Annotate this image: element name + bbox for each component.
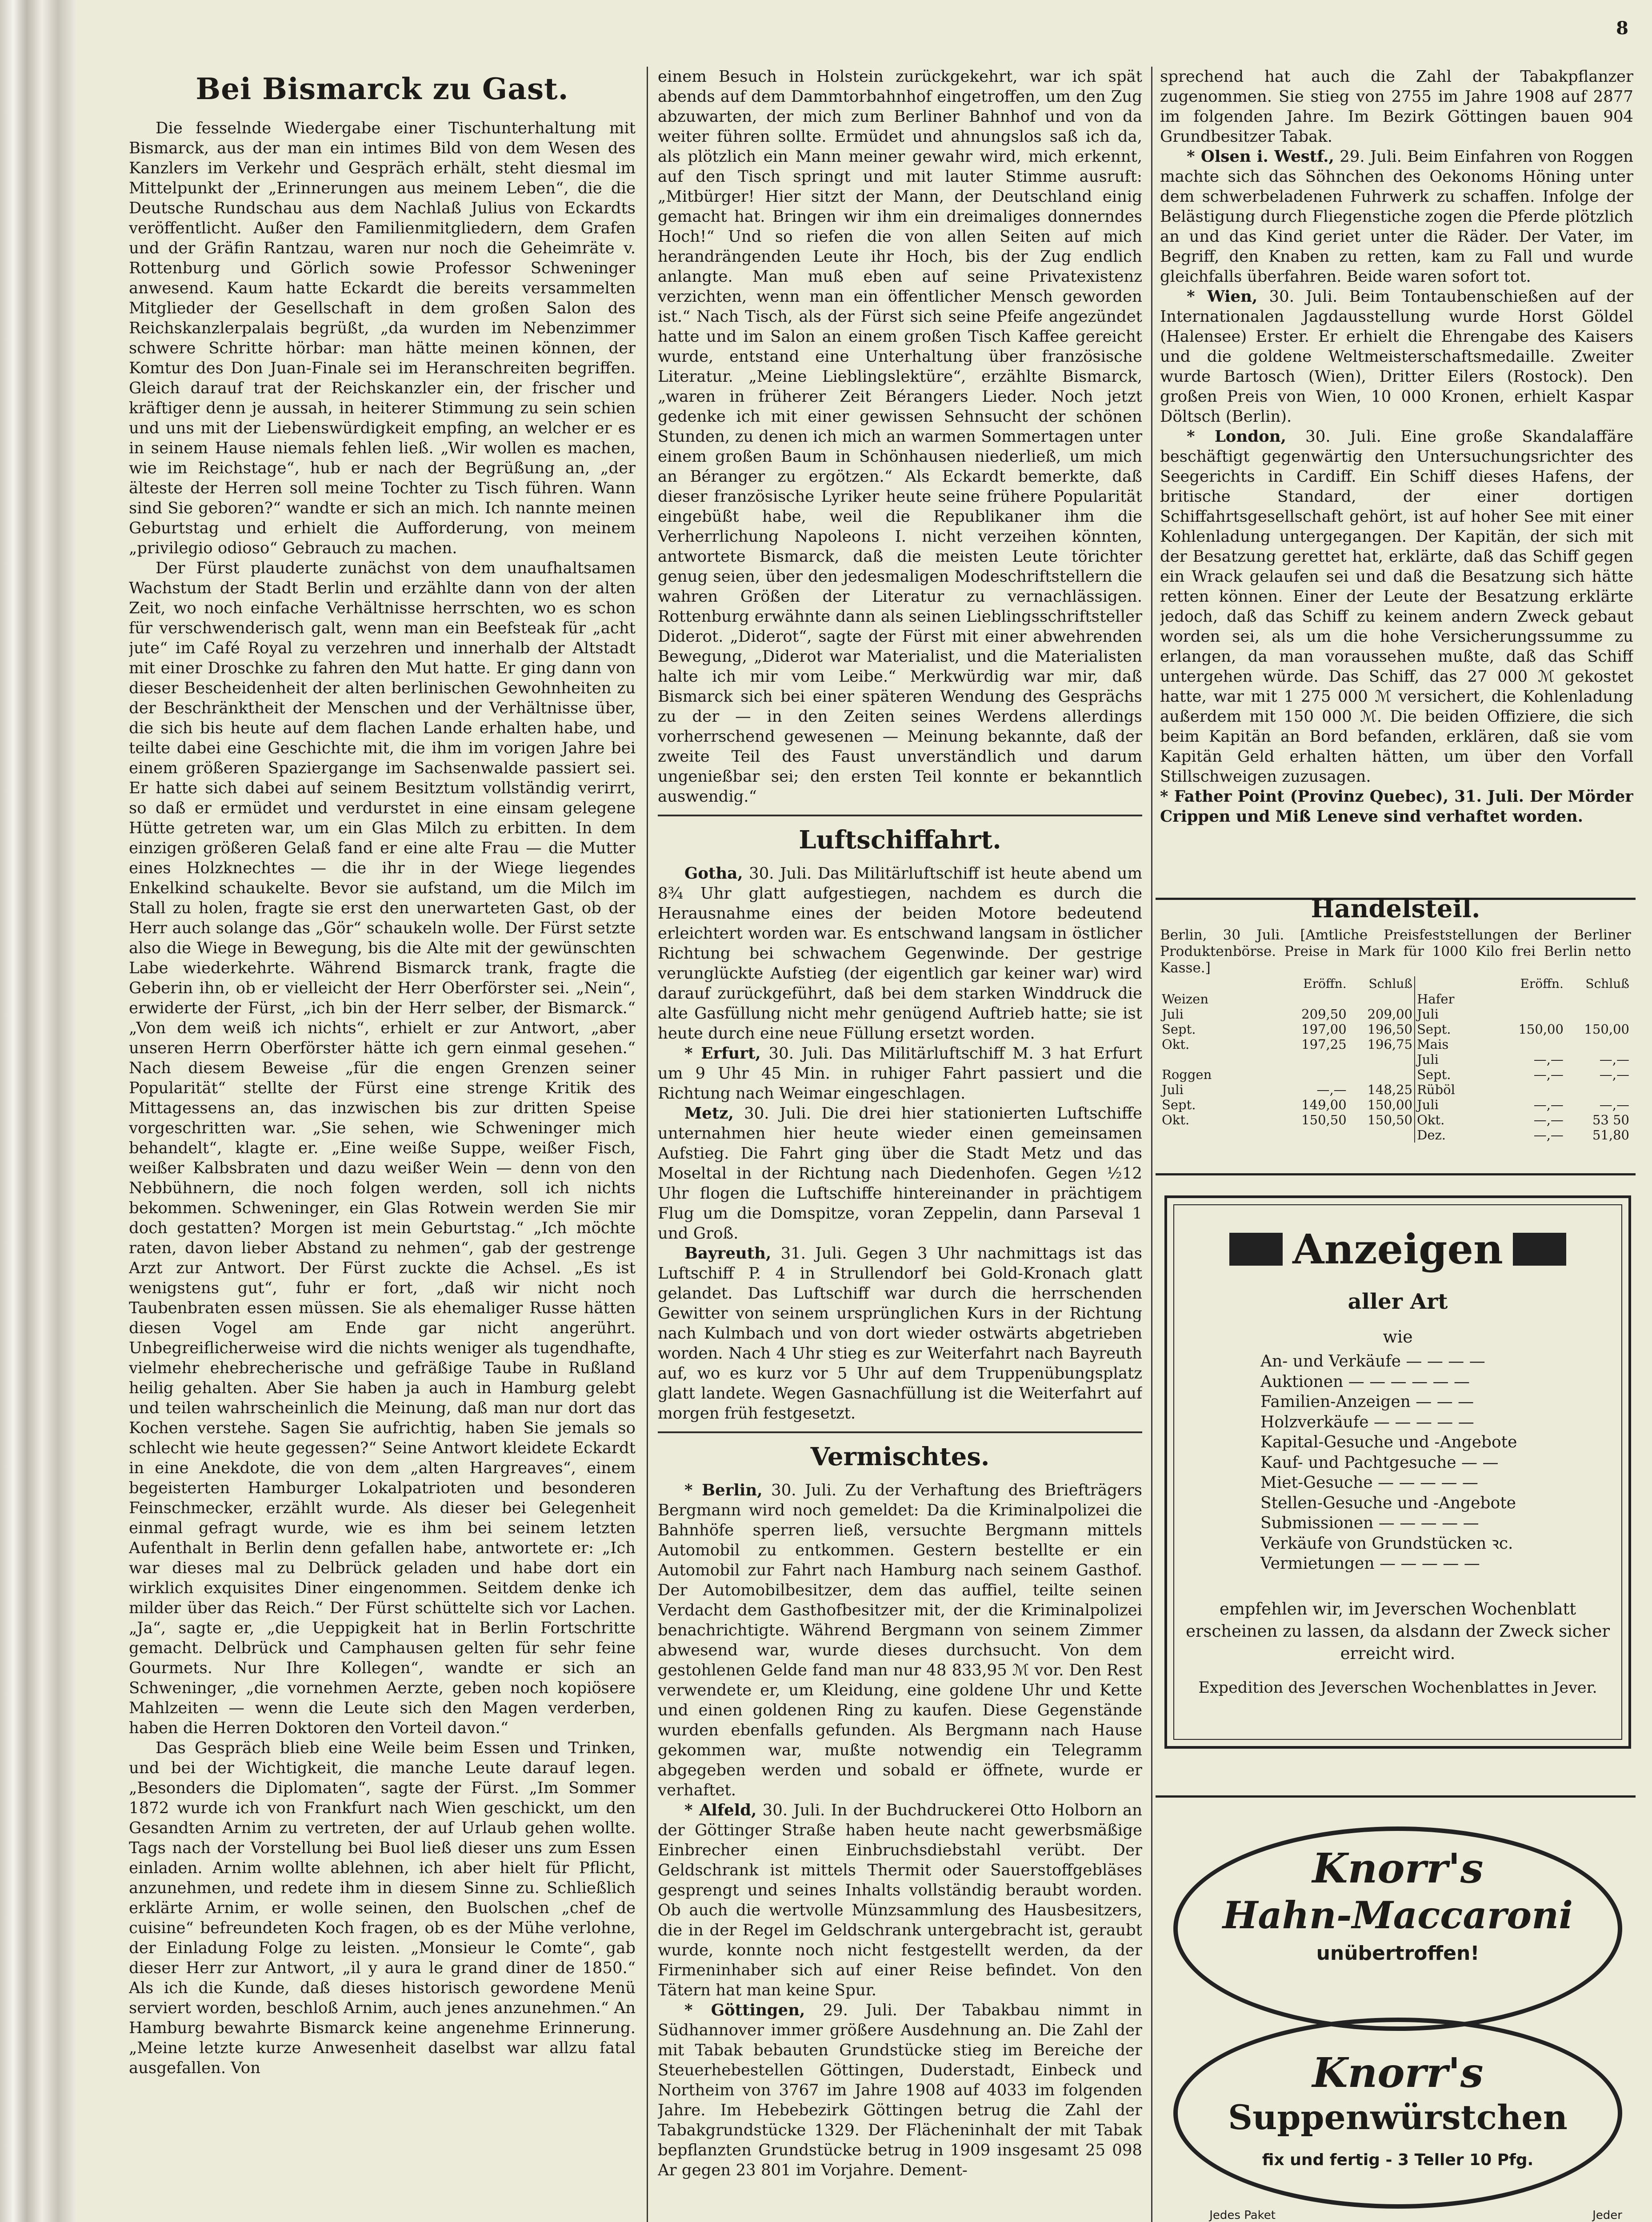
section-rule	[658, 815, 1142, 816]
news-place: * Berlin,	[684, 1481, 763, 1499]
advertisement-knorr	[1160, 1809, 1636, 2222]
ad-title: Anzeigen	[1292, 1225, 1503, 1273]
market-title: Handelsteil.	[1311, 894, 1480, 923]
market-cell-label: Juli	[1415, 1097, 1500, 1112]
market-cell-open: 150,50	[1301, 1112, 1347, 1127]
news-text: 30. Juli. Das Militärluftschiff ist heute abend um 8¾ Uhr glatt aufgestiegen, nachdem es durch die Herausnahme eines der beiden Motore bedeutend erleichtert worden war. Es entschwand langsam in östlicher Richtung bei schwachem Gegenwinde. Der gestrige verunglückte Aufstieg (der eigentlich gar keiner war) wird darauf zurückgeführt, daß bei dem starken Winddruck die alte Gasfüllung nicht mehr genügend Auftrieb hatte; sie ist heute durch eine neue Füllung ersetzt worden.	[658, 864, 1142, 1043]
market-cell-close	[1565, 1007, 1631, 1022]
article-paragraph: Das Gespräch blieb eine Weile beim Essen und Trinken, und bei der Wichtigkeit, die manche Leute darauf legen. „Besonders die Diplomaten“, sagte der Fürst. „Im Sommer 1872 wurde ich von Frankfurt nach Wien geschickt, um den Gesandten Arnim zu vertreten, der auf Urlaub gehen wollte. Tags nach der Vorstellung bei Buol ließ dieser uns zum Essen einladen. Arnim wollte ablehnen, ich aber hielt für Pflicht, anzunehmen, und redete ihm in diesem Sinne zu. Schließlich erklärte Arnim, er wolle seinen, den Buolschen „chef de cuisine“ befreundeten Koch fragen, ob es der Mühe verlohne, der Einladung Folge zu leisten. „Monsieur le Comte“, gab dieser Herr zur Antwort, „il y aura le grand diner de 1850.“ Als ich die Kunde, daß dieses historisch gewordene Menü serviert worden, beschloß Arnim, auch jenes anzunehmen.“ An Hamburg bewahrte Bismarck keine angenehme Erinnerung. „Meine letzte kurze Anwesenheit daselbst war allzu fatal ausgefallen. Von	[129, 1739, 636, 2077]
section-rule	[1156, 1795, 1636, 1798]
market-cell-open: —,—	[1533, 1112, 1564, 1127]
brand-name: Knorr's	[1312, 1844, 1484, 1892]
market-cell-label: Okt.	[1162, 1112, 1190, 1127]
market-cell-open	[1500, 991, 1565, 1007]
news-text: 30. Juli. Die drei hier stationierten Luftschiffe unternahmen hier heute wieder einen gemeinsamen Aufstieg. Die Fahrt ging über die Stadt Metz und das Moseltal in der Richtung nach Diedenhofen. Gegen ½12 Uhr flogen die Luftschiffe hintereinander in prächtigem Flug um die Domspitze, voran Zeppelin, dann Parseval 1 und Groß.	[658, 1104, 1142, 1243]
article-paragraph: Der Fürst plauderte zunächst von dem unaufhaltsamen Wachstum der Stadt Berlin und erzählte dann von der alten Zeit, wo noch einfache Verhältnisse herrschten, wo es schon für verschwenderisch galt, wenn man ein Beefsteak für „acht jute“ im Café Royal zu verzehren und innerhalb der Altstadt mit einer Droschke zu fahren den Mut hatte. Er ging dann von dieser Bescheidenheit der alten berlinischen Gewohnheiten zu der Beschränktheit der Menschen und der Verhältnisse über, die sich bis heute auf dem flachen Lande erhalten habe, und teilte dabei eine Geschichte mit, die ihm im vorigen Jahre bei einem größeren Spaziergange im Sachsenwalde passiert sei. Er hatte sich dabei auf seinem Besitztum vollständig verirrt, so daß er ermüdet und verdurstet in eine einsam gelegene Hütte getreten war, um ein Glas Milch zu erbitten. In dem einzigen größeren Gelaß fand er eine alte Frau — die Mutter eines Holzknechtes — die ihr in der Wiege liegendes Enkelkind schaukelte. Bevor sie aufstand, um die Milch im Stall zu holen, fragte sie erst den unerwarteten Gast, ob der Herr auch solange das „Gör“ schaukeln wolle. Der Fürst setzte also die Wiege in Bewegung, bis die Alte mit der gewünschten Labe wiederkehrte. Während Bismarck trank, fragte die Geberin ihn, ob er vielleicht der Herr Oberförster sei. „Nein“, erwiderte der Fürst, „ich bin der Herr selber, der Bismarck.“ „Von dem weiß ich nichts“, erhielt er zur Antwort, „aber unseren Herrn Oberförster hätte ich gern einmal gesehen.“ Nach diesem Beweise „für die engen Grenzen seiner Popularität“ stellte der Fürst eine strenge Kritik des Mittagessens an, das inzwischen bis zur dritten Speise vorgeschritten war. „Sie sehen, wie Schweninger mich behandelt“, klagte er. „Eine weiße Suppe, weißer Fisch, weißer Kalbsbraten und dazu weißer Wein — denn von den Nebbühnern, die noch folgen werden, soll ich nichts bekommen. Schweninger, ein Glas Rotwein werden Sie mir doch gestatten? Morgen ist mein Geburtstag.“ „Ich möchte raten, davon lieber Abstand zu nehmen“, gab der gestrenge Arzt zur Antwort. Der Fürst zuckte die Achsel. „Es ist wenigstens gut“, fuhr er fort, „daß wir nicht noch Taubenbraten essen müssen. Sie als ehemaliger Russe hätten diesen Vogel am Ende gar nicht angerührt. Unbegreiflicherweise wird die nichts weniger als tugendhafte, vielmehr ehebrecherische und gefräßige Taube in Rußland heilig gehalten. Aber Sie haben ja auch in Hamburg gelebt und teilen wahrscheinlich die Meinung, daß man nur dort das Kochen verstehe. Sagen Sie aufrichtig, haben Sie jemals so schlecht wie heute gegessen?“ Seine Antwort kleidete Eckardt in eine Anekdote, die von dem „alten Hargreaves“, einem begeisterten Hamburger Lokalpatrioten und besonderen Feinschmecker, erzählt wurde. Als dieser bei Gelegenheit einmal gefragt wurde, wie es ihm bei seinem letzten Aufenthalt in Berlin denn gefallen habe, antwortete er: „Ich war dieses mal zu Delbrück geladen und habe dort ein wirklich exquisites Diner eingenommen. Seitdem denke ich milder über das Reich.“ Der Fürst schüttelte sich vor Lachen. „Ja“, sagte er, „die Ueppigkeit hat in Berlin Fortschritte gemacht. Delbrück und Camphausen gelten für sehr feine Gourmets. Nur Ihre Kollegen“, wandte er sich an Schweninger, „die vornehmen Aerzte, geben noch kopiösere Mahlzeiten — wenn die Leute sich den Magen verderben, haben die Herren Doktoren den Vorteil davon.“	[129, 559, 636, 1737]
market-row	[1160, 1022, 1631, 1037]
market-cell-close: 150,00	[1367, 1097, 1413, 1112]
market-row	[1160, 1127, 1631, 1143]
market-cell-open	[1500, 1007, 1565, 1022]
market-cell-close: 51,80	[1592, 1127, 1629, 1143]
market-cell-close	[1348, 991, 1415, 1007]
news-text: 30. Juli. In der Buchdruckerei Otto Holborn an der Göttinger Straße haben heute nacht gewerbsmäßige Einbrecher einen Einbruchsdiebstahl verübt. Der Geldschrank ist mittels Thermit oder Sauerstoffgebläses gesprengt und seines Inhalts vollständig beraubt worden. Ob auch die wertvolle Münzsammlung des Hausbesitzers, die in der Regel im Geldschrank untergebracht ist, geraubt wurde, konnte noch nicht festgestellt werden, da der Firmeninhaber sich auf einer Reise befindet. Von den Tätern hat man keine Spur.	[658, 1801, 1142, 1999]
section-title-vermischtes: Vermischtes.	[810, 1442, 990, 1471]
market-cell-label	[1160, 1052, 1283, 1067]
market-cell-label: Mais	[1415, 1037, 1500, 1052]
market-row	[1160, 1037, 1631, 1052]
market-row	[1160, 991, 1631, 1007]
news-text: 29. Juli. Beim Einfahren von Roggen machte sich das Söhnchen des Oekonoms Höning unter dem schwerbeladenen Fuhrwerk zu schaffen. Infolge der Belästigung durch Fliegenstiche zogen die Pferde plötzlich an und das Kind geriet unter die Räder. Der Vater, im Begriff, den Knaben zu retten, kam zu Fall und wurde gleichfalls überfahren. Beide waren sofort tot.	[1160, 148, 1633, 286]
advertisement-anzeigen	[1164, 1195, 1631, 1749]
market-cell-close	[1348, 1127, 1415, 1143]
ad-category: Auktionen — — — — — —	[1260, 1372, 1470, 1391]
market-cell-open	[1283, 991, 1348, 1007]
news-continuation: sprechend hat auch die Zahl der Tabakpflanzer zugenommen. Sie stieg von 2755 im Jahre 1908 auf 2877 im folgenden Jahre. Im Bezirk Göttingen bauen 904 Grundbesitzer Tabak.	[1160, 68, 1633, 146]
market-cell-label: Okt.	[1415, 1112, 1500, 1127]
ad-slogan: fix und fertig - 3 Teller 10 Pfg.	[1262, 2151, 1534, 2169]
news-text: 30. Juli. Eine große Skandalaffäre beschäftigt gegenwärtig den Untersuchungsrichter des Seegerichts in Cardiff. Ein Schiff dieses Hafens, der britische Standard, der einer dortigen Schiffahrtsgesellschaft gehört, ist auf hoher See mit einer Kohlenladung untergegangen. Der Kapitän, der sich mit der Besatzung gerettet hat, erklärte, daß das Schiff gegen ein Wrack gelaufen sei und daß die Besatzung sich hätte retten können. Einer der Leute der Besatzung erklärte jedoch, daß das Schiff zu keinem andern Zweck gebaut worden sei, als um die hohe Versicherungssumme zu erlangen, da man voraussehen mußte, daß das Schiff untergehen würde. Das Schiff, das 27 000 ℳ gekostet hatte, war mit 1 275 000 ℳ versichert, die Kohlenladung außerdem mit 150 000 ℳ. Die beiden Offiziere, die sich beim Kapitän an Bord befanden, erklären, daß sie vom Kapitän Geld erhalten hätten, um über den Vorfall Stillschweigen zuzusagen.	[1160, 428, 1633, 786]
market-cell-label: Sept.	[1162, 1097, 1196, 1112]
column-divider	[647, 67, 648, 2222]
col-open-header: Eröffn.	[1303, 976, 1347, 991]
market-cell-close	[1348, 1067, 1415, 1082]
ad-category: Kapital-Gesuche und -Angebote	[1260, 1433, 1517, 1451]
ad-slogan: unübertroffen!	[1316, 1942, 1480, 1965]
page-number: 8	[1616, 18, 1628, 39]
brand-name: Knorr's	[1312, 2049, 1484, 2097]
market-cell-open	[1283, 1067, 1348, 1082]
market-cell-close: —,—	[1599, 1097, 1629, 1112]
book-gutter	[0, 0, 76, 2222]
section-rule	[1156, 1173, 1636, 1175]
news-text: 30. Juli. Zu der Verhaftung des Briefträgers Bergmann wird noch gemeldet: Da die Kriminalpolizei die Bahnhöfe sperren ließ, versuchte Bergmann mittels Automobil zu entkommen. Gestern bestellte er ein Automobil zur Fahrt nach Hamburg nach seinem Gasthof. Der Automobilbesitzer, dem das auffiel, teilte seinen Verdacht dem Gasthofbesitzer mit, der die Kriminalpolizei benachrichtigte. Während Bergmann von seinem Zimmer abwesend war, wurde dieses durchsucht. Von dem gestohlenen Gelde fand man nur 48 833,95 ℳ vor. Den Rest verwendete er, um Kleidung, eine goldene Uhr und Kette und einen goldenen Ring zu kaufen. Diese Gegenstände wurden ebenfalls gefunden. Als Bergmann nach Hause gekommen war, mußte notwendig ein Telegramm abgegeben werden und sobald er öffnete, wurde er verhaftet.	[658, 1481, 1142, 1799]
market-cell-open: —,—	[1533, 1097, 1564, 1112]
market-cell-close: 150,00	[1584, 1022, 1629, 1037]
ad-category: Kauf- und Pachtgesuche — —	[1260, 1453, 1499, 1472]
article-title: Bei Bismarck zu Gast.	[196, 72, 569, 106]
market-cell-close	[1348, 1052, 1415, 1067]
market-row	[1160, 1007, 1631, 1022]
market-cell-label: Hafer	[1415, 991, 1500, 1007]
ad-category: Holzverkäufe — — — — —	[1260, 1413, 1474, 1431]
ad-category: Miet-Gesuche — — — — —	[1260, 1474, 1478, 1492]
news-item	[658, 863, 1142, 1043]
ad-subtitle: aller Art	[1348, 1289, 1448, 1314]
news-text: 30. Juli. Beim Tontaubenschießen auf der Internationalen Jagdausstellung wurde Horst Göldel (Halensee) Erster. Er erhielt die Ehrengabe des Kaisers und die goldene Weltmeisterschaftsmedaille. Zweiter wurde Bartosch (Wien), Dritter Eilers (Rostock). Den großen Preis von Wien, 10 000 Kronen, erhielt Kaspar Döltsch (Berlin).	[1160, 288, 1633, 426]
market-cell-label: Juli	[1415, 1052, 1500, 1067]
news-item	[658, 1243, 1142, 1423]
market-table	[1160, 976, 1631, 1143]
news-item	[658, 1043, 1142, 1103]
news-item	[1160, 287, 1633, 427]
column-3	[1160, 67, 1633, 898]
market-cell-close	[1565, 991, 1631, 1007]
news-text: 31. Juli. Gegen 3 Uhr nachmittags ist das Luftschiff P. 4 in Strullendorf bei Gold-Kronach glatt gelandet. Das Luftschiff war durch die herrschenden Gewitter von seinem ursprünglichen Kurs in der Richtung nach Kulmbach und von dort wieder ostwärts abgetrieben worden. Nach 4 Uhr stieg es zur Weiterfahrt nach Bayreuth auf, wo es kurz vor 5 Uhr auf dem Truppenübungsplatz glatt landete. Wegen Gasnachfüllung ist die Weiterfahrt auf morgen früh festgesetzt.	[658, 1244, 1142, 1423]
news-place: * Wien,	[1187, 288, 1258, 306]
news-place: * Alfeld,	[684, 1801, 757, 1819]
market-row	[1160, 1112, 1631, 1127]
news-item	[658, 2000, 1142, 2180]
market-cell-open: 209,50	[1301, 1007, 1347, 1022]
news-text: 30. Juli. Das Militärluftschiff M. 3 hat Erfurt um 9 Uhr 45 Min. in ruhiger Fahrt passiert und die Richtung nach Weimar eingeschlagen.	[658, 1044, 1142, 1103]
ad-category: Vermietungen — — — — —	[1260, 1555, 1480, 1573]
column-2	[658, 67, 1142, 2222]
news-item	[658, 1800, 1142, 2000]
market-cell-label	[1160, 1127, 1283, 1143]
news-place: * Erfurt,	[684, 1044, 761, 1063]
market-cell-open: —,—	[1316, 1082, 1347, 1097]
news-item	[1160, 147, 1633, 287]
market-cell-label: Sept.	[1415, 1067, 1500, 1082]
ad-category: Stellen-Gesuche und -Angebote	[1260, 1494, 1516, 1512]
news-bulletin: * Father Point (Provinz Quebec), 31. Juli. Der Mörder Crippen und Miß Leneve sind verhaftet worden.	[1160, 787, 1633, 826]
market-cell-open: 197,00	[1301, 1022, 1347, 1037]
market-cell-label: Juli	[1162, 1007, 1184, 1022]
market-cell-open: 197,25	[1301, 1037, 1347, 1052]
ad-category: Verkäufe von Grundstücken ꝛc.	[1260, 1534, 1513, 1553]
market-row	[1160, 1052, 1631, 1067]
market-intro: Berlin, 30 Juli. [Amtliche Preisfeststellungen der Berliner Produktenbörse. Preise in Mark für 1000 Kilo frei Berlin netto Kasse.]	[1160, 927, 1631, 976]
section-title-luftschiffahrt: Luftschiffahrt.	[799, 825, 1001, 855]
ad-category: Submissionen — — — — —	[1260, 1514, 1479, 1532]
coupon-note: Jedes Paket	[1209, 2209, 1276, 2222]
market-cell-label: Roggen	[1162, 1067, 1212, 1082]
news-place: * London,	[1187, 428, 1286, 446]
market-cell-label: Juli	[1415, 1007, 1500, 1022]
news-place: Gotha,	[684, 864, 743, 883]
news-item	[658, 1103, 1142, 1243]
market-cell-label: Weizen	[1162, 991, 1208, 1007]
section-rule	[658, 1431, 1142, 1433]
ad-category-list	[1260, 1351, 1517, 1574]
article-paragraph: Die fesselnde Wiedergabe einer Tischunterhaltung mit Bismarck, aus der man ein intimes Bild von dem Wesen des Kanzlers im Verkehr und Gespräch erhält, steht diesmal im Mittelpunkt der „Erinnerungen aus meinem Leben“, die die Deutsche Rundschau aus dem Nachlaß Julius von Eckardts veröffentlicht. Außer den Familienmitgliedern, dem Grafen und der Gräfin Rantzau, waren nur noch die Geheimräte v. Rottenburg und Görlich sowie Professor Schweninger anwesend. Kaum hatte Eckardt die bereits versammelten Mitglieder der Gesellschaft in dem großen Salon des Reichskanzlerpalais begrüßt, „da wurden im Nebenzimmer schwere Schritte hörbar: man hätte meinen können, der Komtur des Don Juan-Finale sei im Heranschreiten begriffen. Gleich darauf trat der Reichskanzler ein, der frischer und kräftiger denn je aussah, in heiterer Stimmung zu sein schien und uns mit der Liebenswürdigkeit empfing, an welcher er es in seinem Hause niemals fehlen ließ. „Wir wollen es machen, wie im Reichstage“, hub er nach der Begrüßung an, „der älteste der Herren soll meine Tochter zu Tisch führen. Wann sind Sie geboren?“ wandte er sich an mich. Ich nannte meinen Geburtstag und erhielt die Aufforderung, von meinem „privilegio odioso“ Gebrauch zu machen.	[129, 119, 636, 557]
news-place: * Göttingen,	[684, 2001, 805, 2019]
market-cell-close: 53 50	[1592, 1112, 1629, 1127]
market-cell-close: 150,50	[1367, 1112, 1413, 1127]
market-cell-close: 196,75	[1367, 1037, 1413, 1052]
news-text: 29. Juli. Der Tabakbau nimmt in Südhannover immer größere Ausdehnung an. Die Zahl der mit Tabak bebauten Grundstücke stieg im Bereiche der Steuerhebestellen Göttingen, Duderstadt, Einbeck und Northeim von 3767 im Jahre 1908 auf 4033 im folgenden Jahre. Im Hebebezirk Göttingen betrug die Zahl der Tabakgrundstücke 1329. Der Flächeninhalt der mit Tabak bepflanzten Grundstücke betrug in 1909 insgesamt 25 098 Ar gegen 23 801 im Vorjahre. Dement-	[658, 2001, 1142, 2179]
market-cell-open	[1500, 1037, 1565, 1052]
market-cell-open: 149,00	[1301, 1097, 1347, 1112]
market-cell-label: Dez.	[1415, 1127, 1500, 1143]
ad-footer: empfehlen wir, im Jeverschen Wochenblatt erscheinen zu lassen, da alsdann der Zweck sicher erreicht wird.	[1185, 1599, 1610, 1663]
market-cell-open: —,—	[1533, 1067, 1564, 1082]
coupon-note: Jeder	[1592, 2209, 1622, 2222]
market-report	[1160, 893, 1631, 1155]
market-cell-open	[1283, 1127, 1348, 1143]
ad-category: An- und Verkäufe — — — —	[1260, 1352, 1485, 1371]
market-cell-open: —,—	[1533, 1052, 1564, 1067]
ad-wie: wie	[1383, 1327, 1413, 1347]
product-name: Suppenwürstchen	[1228, 2098, 1568, 2137]
market-cell-label: Rüböl	[1415, 1082, 1500, 1097]
market-cell-label: Juli	[1162, 1082, 1184, 1097]
market-cell-close	[1565, 1037, 1631, 1052]
news-item	[1160, 427, 1633, 787]
col-close-header: Schluß	[1368, 976, 1413, 991]
column-divider	[1151, 67, 1152, 2222]
news-place: * Olsen i. Westf.,	[1187, 148, 1334, 166]
market-row	[1160, 1097, 1631, 1112]
ad-expedition: Expedition des Jeverschen Wochenblattes in Jever.	[1198, 1679, 1597, 1697]
market-cell-close: 209,00	[1367, 1007, 1413, 1022]
market-cell-close: 148,25	[1367, 1082, 1413, 1097]
market-cell-close: —,—	[1599, 1067, 1629, 1082]
news-place: Bayreuth,	[684, 1244, 772, 1263]
product-name: Hahn-Maccaroni	[1222, 1893, 1573, 1937]
market-cell-open	[1500, 1082, 1565, 1097]
market-cell-label: Sept.	[1162, 1022, 1196, 1037]
market-cell-label: Sept.	[1415, 1022, 1500, 1037]
article-continuation: einem Besuch in Holstein zurückgekehrt, war ich spät abends auf dem Dammtorbahnhof eingetroffen, um den Zug abzuwarten, der mich zum Berliner Bahnhof und von da weiter führen sollte. Ermüdet und ahnungslos saß ich da, als plötzlich ein Mann meiner gewahr wird, mich erkennt, auf den Tisch springt und mit lauter Stimme ausruft: „Mitbürger! Hier sitzt der Mann, der Deutschland einig gemacht hat. Bringen wir ihm ein dreimaliges donnerndes Hoch!“ Und so riefen die von allen Seiten auf mich herandrängenden Leute ihr Hoch, bis der Zug endlich anlangte. Man muß eben auf seine Privatexistenz verzichten, wenn man ein öffentlicher Mensch geworden ist.“ Nach Tisch, als der Fürst sich seine Pfeife angezündet hatte und im Salon an einem großen Tisch Kaffee gereicht wurde, entstand eine Unterhaltung über französische Literatur. „Meine Lieblingslektüre“, erzählte Bismarck, „waren in früherer Zeit Bérangers Lieder. Noch jetzt gedenke ich mit einer gewissen Sehnsucht der schönen Stunden, zu denen ich mich an warmen Sommertagen unter einem großen Baum in Schönhausen niederließ, um mich an Béranger zu ergötzen.“ Als Eckardt bemerkte, daß dieser französische Lyriker heute seine frühere Popularität eingebüßt habe, weil die Republikaner ihm die Verherrlichung Napoleons I. nicht verzeihen könnten, antwortete Bismarck, daß die meisten Leute törichter genug seien, über den jedesmaligen Modeschriftstellern die wahren Größen der Literatur zu vernachlässigen. Rottenburg erwähnte dann als seinen Lieblingsschriftsteller Diderot. „Diderot“, sagte der Fürst mit einer abwehrenden Bewegung, „Diderot war Materialist, und die Materialisten halte ich mir vom Leibe.“ Merkwürdig war mir, daß Bismarck sich bei einer späteren Wendung des Gesprächs zu der — in den Zeiten seines Werdens allerdings vorherrschend gewesenen — Meinung bekannte, daß der zweite Teil des Faust unverständlich und darum ungenießbar sei; den ersten Teil konnte er bekanntlich auswendig.“	[658, 68, 1142, 806]
ad-category: Familien-Anzeigen — — —	[1260, 1393, 1474, 1411]
market-cell-close: —,—	[1599, 1052, 1629, 1067]
market-row	[1160, 1067, 1631, 1082]
market-cell-open: 150,00	[1518, 1022, 1564, 1037]
market-row	[1160, 1082, 1631, 1097]
news-place: Metz,	[684, 1104, 734, 1123]
column-1	[129, 67, 636, 2222]
news-item	[658, 1480, 1142, 1800]
col-close-header: Schluß	[1585, 976, 1629, 991]
col-open-header: Eröffn.	[1520, 976, 1564, 991]
market-cell-open	[1283, 1052, 1348, 1067]
market-cell-close	[1565, 1082, 1631, 1097]
market-cell-close: 196,50	[1367, 1022, 1413, 1037]
market-cell-open: —,—	[1533, 1127, 1564, 1143]
market-cell-label: Okt.	[1162, 1037, 1190, 1052]
